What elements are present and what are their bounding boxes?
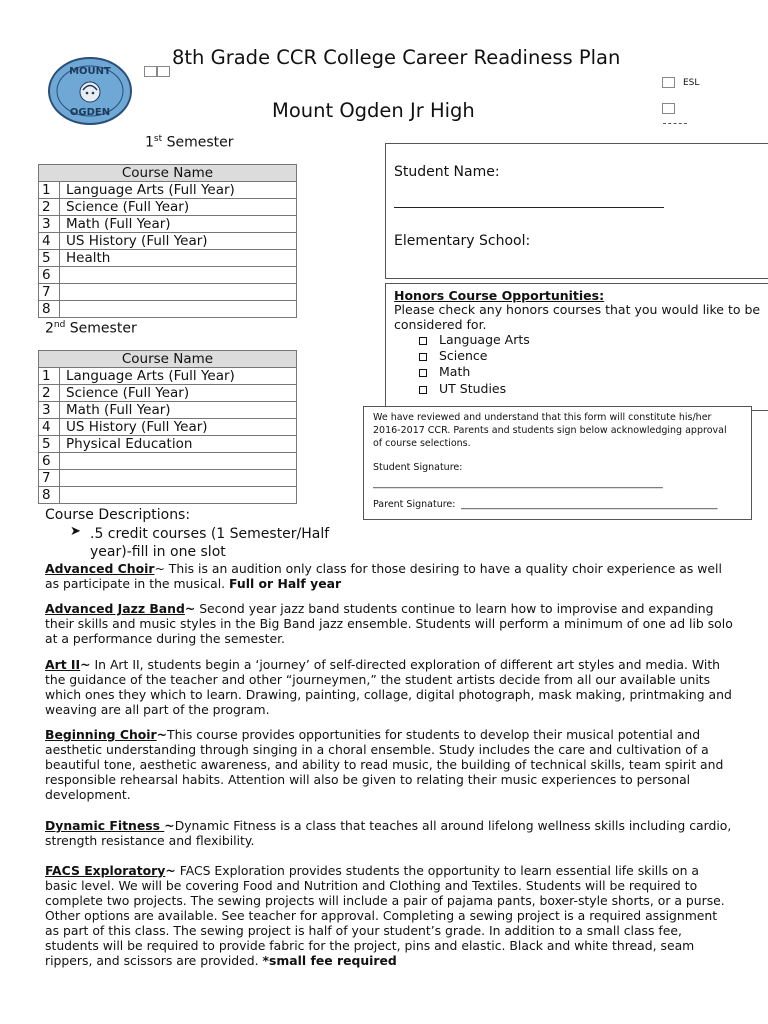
parent-signature-label: Parent Signature: — [373, 499, 456, 510]
table-row[interactable]: 3 Math (Full Year) — [39, 402, 297, 419]
student-signature-label: Student Signature: — [373, 462, 463, 473]
table-row[interactable]: 4 US History (Full Year) — [39, 233, 297, 250]
signature-statement: We have reviewed and understand that this form will constitute his/her 2016-2017 CCR. Parents and students sign below acknowledging approval of course selections. — [373, 412, 727, 449]
desc-advanced-jazz-band: Advanced Jazz Band~ Second year jazz band students continue to learn how to improvise and expanding their skills and music styles in the Big Band jazz ensemble. Students will perform a minimum of one ad lib solo at a performance during the semester. — [45, 601, 733, 646]
desc-dynamic-fitness: Dynamic Fitness ~Dynamic Fitness is a class that teaches all around lifelong wellness skills including cardio, strength resistance and flexibility. — [45, 818, 732, 848]
table-row[interactable]: 2 Science (Full Year) — [39, 385, 297, 402]
semester1-table — [38, 164, 297, 318]
table-row[interactable]: 5 Health — [39, 250, 297, 267]
student-name-field[interactable] — [394, 207, 664, 208]
semester2-table — [38, 350, 297, 504]
semester1-column-header: Course Name — [39, 165, 297, 182]
extra-checkbox[interactable] — [662, 103, 675, 114]
esl-label: ESL — [683, 78, 700, 88]
school-logo — [48, 57, 132, 125]
checkbox-icon[interactable] — [419, 337, 427, 345]
desc-facs-exploratory: FACS Exploratory~ FACS Exploration provides students the opportunity to learn essential life skills on a basic level. We will be covering Food and Nutrition and Clothing and Textiles. Students will be required to complete two projects. The sewing projects will include a pair of pajama pants, boxer-style shorts, or a purse. Other options are available. See teacher for approval. Completing a sewing project is a required assignment as part of this class. The sewing project is half of your student’s grade. In addition to a small class fee, students will be required to provide fabric for the project, pins and elastic. Black and white thread, seam rippers, and scissors are provided. *small fee required — [45, 863, 725, 968]
title-checkbox-2[interactable] — [157, 66, 170, 77]
checkbox-icon[interactable] — [419, 386, 427, 394]
table-row[interactable]: 8 — [39, 487, 297, 504]
honors-option-language-arts[interactable]: Language Arts — [419, 332, 530, 347]
bullet-arrow-icon: ➤ — [70, 524, 81, 539]
bullet-text: .5 credit courses (1 Semester/Half year)-fill in one slot — [90, 526, 330, 560]
table-row[interactable]: 6 — [39, 453, 297, 470]
table-row[interactable]: 3 Math (Full Year) — [39, 216, 297, 233]
school-name: Mount Ogden Jr High — [272, 99, 475, 122]
honors-option-ut-studies[interactable]: UT Studies — [419, 381, 506, 396]
semester2-column-header: Course Name — [39, 351, 297, 368]
checkbox-icon[interactable] — [419, 353, 427, 361]
table-row[interactable]: 6 — [39, 267, 297, 284]
honors-instructions: Please check any honors courses that you would like to be considered for. — [394, 302, 761, 332]
parent-signature-line[interactable]: ______________________________________________________ — [461, 499, 718, 510]
semester2-label: 2nd Semester — [45, 320, 137, 337]
signature-box — [363, 406, 752, 520]
elementary-school-label: Elementary School: — [394, 233, 531, 249]
honors-heading: Honors Course Opportunities: — [394, 288, 605, 303]
esl-checkbox[interactable] — [662, 77, 675, 88]
desc-advanced-choir: Advanced Choir~ This is an audition only class for those desiring to have a quality choir experience as well as participate in the musical. Full or Half year — [45, 561, 722, 591]
honors-option-science[interactable]: Science — [419, 348, 487, 363]
page-title: 8th Grade CCR College Career Readiness Plan — [172, 46, 621, 69]
table-row[interactable]: 5 Physical Education — [39, 436, 297, 453]
table-row[interactable]: 2 Science (Full Year) — [39, 199, 297, 216]
desc-art-ii: Art II~ In Art II, students begin a ‘journey’ of self-directed exploration of different art styles and media. With the guidance of the teacher and other “journeymen,” the student artists decide from all our available units which ones they which to learn. Drawing, painting, collage, digital photograph, mask making, printmaking and weaving are all part of the program. — [45, 657, 732, 717]
table-row[interactable]: 8 — [39, 301, 297, 318]
table-row[interactable]: 4 US History (Full Year) — [39, 419, 297, 436]
desc-beginning-choir: Beginning Choir~This course provides opportunities for students to develop their musical potential and aesthetic understanding through singing in a choral ensemble. Study includes the care and cultivation of a beautiful tone, aesthetic awareness, and ability to read music, the building of technical skills, team spirit and responsible rehearsal habits. Attention will also be given to relating their music experiences to personal development. — [45, 727, 724, 802]
honors-box — [385, 283, 768, 411]
table-row[interactable]: 7 — [39, 284, 297, 301]
semester1-label: 1st Semester — [145, 134, 234, 151]
extra-checkbox-line — [663, 123, 687, 124]
table-row[interactable]: 1 Language Arts (Full Year) — [39, 368, 297, 385]
logo-top-text: MOUNT — [69, 66, 111, 77]
table-row[interactable]: 1 Language Arts (Full Year) — [39, 182, 297, 199]
checkbox-icon[interactable] — [419, 369, 427, 377]
student-name-label: Student Name: — [394, 164, 500, 180]
title-checkbox[interactable] — [144, 66, 157, 77]
honors-option-math[interactable]: Math — [419, 364, 470, 379]
course-descriptions-heading: Course Descriptions: — [45, 507, 191, 523]
student-info-box — [385, 143, 768, 279]
mount-ogden-seal-icon — [48, 57, 132, 125]
table-row[interactable]: 7 — [39, 470, 297, 487]
student-signature-line[interactable]: _____________________________________________________________ — [373, 478, 663, 489]
logo-bottom-text: OGDEN — [69, 107, 111, 118]
